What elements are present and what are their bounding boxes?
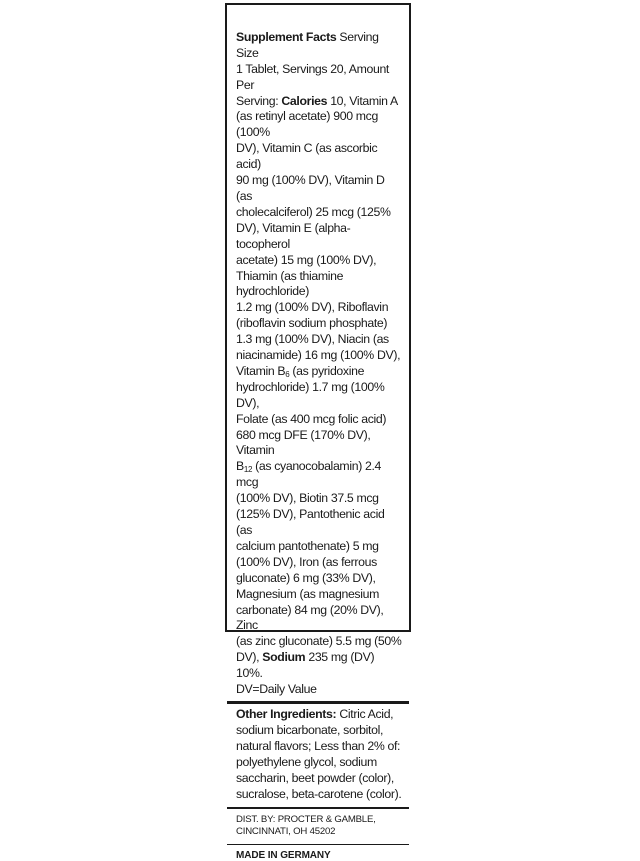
country-of-origin: MADE IN GERMANY	[236, 850, 331, 861]
b6-subscript: 6	[285, 369, 290, 379]
divider-thick	[227, 701, 409, 704]
other-ingredients-text	[236, 707, 403, 802]
other-ingredients-list: Citric Acid, sodium bicarbonate, sorbitol, natural flavors; Less than 2% of: polyethylene glycol, sodium saccharin, beet powder (color), sucralose, beta-carotene (color).	[236, 706, 402, 801]
other-ingredients-heading: Other Ingredients:	[236, 706, 337, 721]
supplement-facts-heading: Supplement Facts	[236, 29, 337, 44]
divider-thin	[227, 807, 409, 809]
b12-subscript: 12	[243, 465, 253, 475]
calories-label: Calories	[281, 93, 328, 108]
facts-segment: Serving Size 1 Tablet, Servings 20, Amount Per Serving:	[236, 29, 389, 108]
sodium-label: Sodium	[262, 650, 306, 665]
distributor-text: DIST. BY: PROCTER & GAMBLE, CINCINNATI, OH 45202	[236, 813, 376, 838]
facts-segment: (as pyridoxine hydrochloride) 1.7 mg (100% DV), Folate (as 400 mcg folic acid) 680 mcg DFE (170% DV), Vitamin B	[236, 363, 387, 474]
divider-thin	[227, 844, 409, 846]
facts-segment: (as cyanocobalamin) 2.4 mcg (100% DV), Biotin 37.5 mcg (125% DV), Pantothenic acid (as calcium pantothenate) 5 mg (100% DV), Iron (as ferrous gluconate) 6 mg (33% DV), Magnesium (as magnesium carbonate) 84 mg (20% DV), Zinc (as zinc gluconate) 5.5 mg (50% DV),	[236, 459, 402, 665]
supplement-facts-text	[236, 14, 403, 698]
facts-segment: 235 mg (DV) 10%. DV=Daily Value	[236, 650, 375, 697]
facts-segment: 10, Vitamin A (as retinyl acetate) 900 mcg (100% DV), Vitamin C (as ascorbic acid) 90 mg (100% DV), Vitamin D (as cholecalciferol) 25 mcg (125% DV), Vitamin E (alpha-tocopherol acetate) 15 mg (100% DV), Thiamin (as thiamine hydrochloride) 1.2 mg (100% DV), Riboflavin (riboflavin sodium phosphate) 1.3 mg (100% DV), Niacin (as niacinamide) 16 mg (100% DV), Vitamin B	[236, 93, 401, 378]
supplement-facts-panel	[225, 3, 411, 861]
